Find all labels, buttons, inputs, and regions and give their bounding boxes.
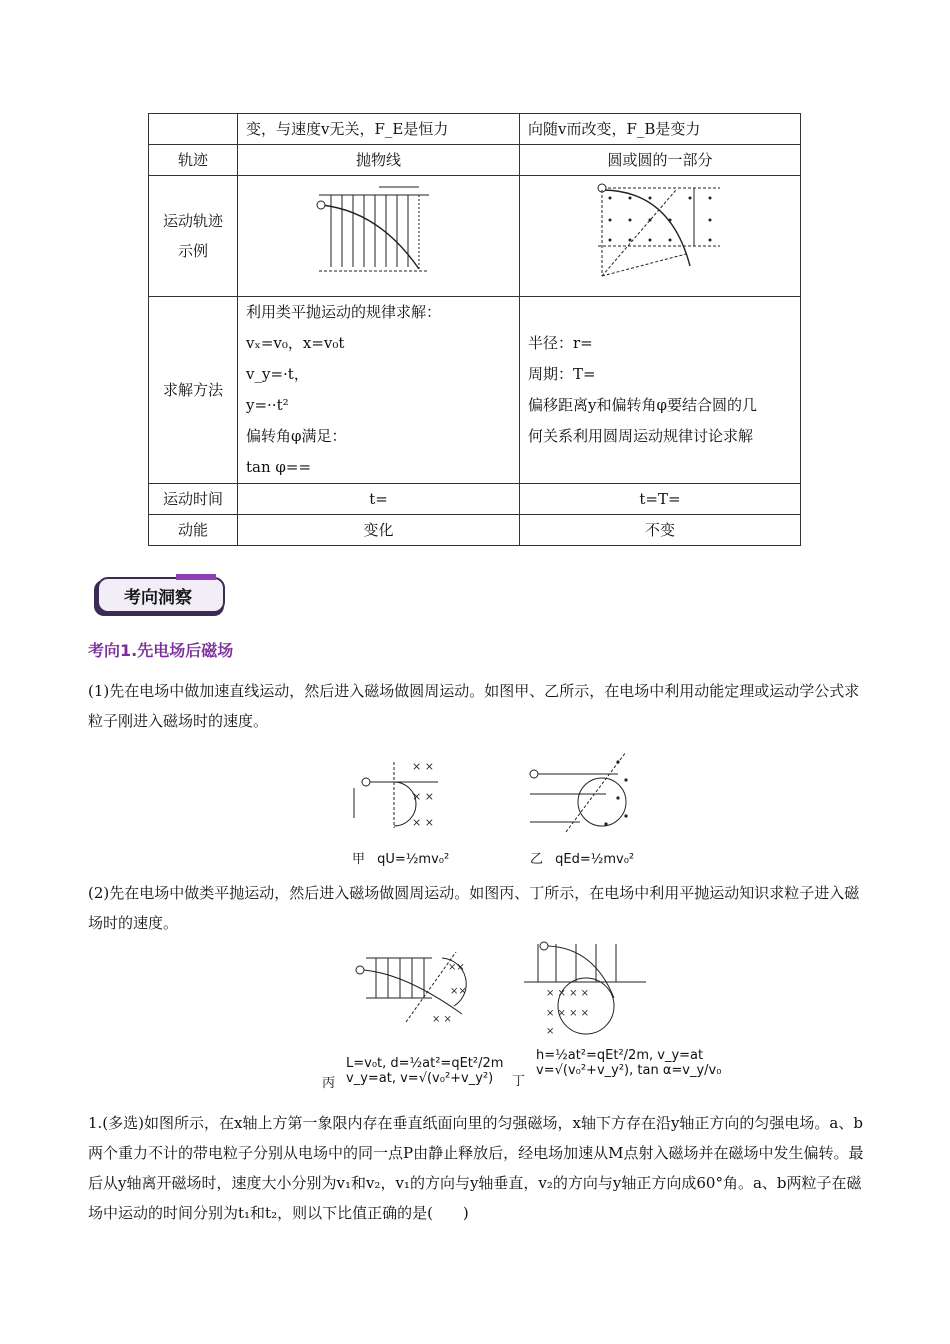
- table-cell-empty: [149, 114, 238, 145]
- figure-ding-formula2: v=√(v₀²+v_y²), tan α=v_y/v₀: [536, 1063, 722, 1078]
- figure-yi-caption: [530, 848, 634, 867]
- force-right: 向随v而改变，F_B是变力: [520, 114, 801, 145]
- example-label-line1: 运动轨迹: [162, 212, 223, 230]
- method-label: 求解方法: [149, 297, 238, 484]
- svg-text:××: ××: [448, 962, 465, 973]
- figure-bing: [346, 948, 476, 1034]
- svg-text:× ×: × ×: [432, 1014, 452, 1025]
- badge-label: 考向洞察: [124, 588, 192, 608]
- parabola-diagram: [309, 181, 449, 281]
- figure-yi-formula: qEd=½mv₀²: [555, 852, 635, 867]
- svg-text:× × × ×: × × × ×: [546, 988, 590, 999]
- figure-bing-name: 丙: [322, 1076, 336, 1091]
- figure-ding-caption: [512, 1048, 722, 1089]
- method-right-line: 何关系利用圆周运动规律讨论求解: [528, 427, 754, 445]
- svg-text:× ×: × ×: [412, 790, 434, 803]
- figure-ding-name: 丁: [512, 1074, 526, 1089]
- figure-ding-formula1: h=½at²=qEt²/2m, v_y=at: [536, 1048, 704, 1063]
- figure-bing-formula1: L=v₀t, d=½at²=qEt²/2m: [346, 1056, 504, 1071]
- figure-ding: [524, 940, 654, 1044]
- time-left: t=: [238, 484, 520, 515]
- method-right-line: 半径：r=: [528, 334, 593, 352]
- circle-diagram: [590, 176, 730, 286]
- figure-yi-name: 乙: [530, 852, 544, 867]
- figure-jia-caption: [352, 848, 449, 867]
- figure-bing-formula2: v_y=at, v=√(v₀²+v_y²): [346, 1071, 494, 1086]
- track-right: 圆或圆的一部分: [520, 145, 801, 176]
- method-left-line: 利用类平抛运动的规律求解：: [246, 303, 442, 321]
- energy-right: 不变: [520, 515, 801, 546]
- track-left: 抛物线: [238, 145, 520, 176]
- method-left-line: y=··t²: [246, 396, 289, 414]
- energy-left: 变化: [238, 515, 520, 546]
- paragraph-2: (2)先在电场中做类平抛运动，然后进入磁场做圆周运动。如图丙、丁所示，在电场中利用平抛运动知识求粒子进入磁场时的速度。: [88, 884, 860, 932]
- force-left: 变，与速度v无关，F_E是恒力: [238, 114, 520, 145]
- method-right-line: 偏移距离y和偏转角φ要结合圆的几: [528, 396, 757, 414]
- circle-diagram-cell: [520, 176, 801, 297]
- time-right: t=T=: [520, 484, 801, 515]
- svg-text:×: ×: [546, 1026, 555, 1037]
- section-badge: [92, 574, 230, 620]
- figure-jia-name: 甲: [352, 852, 366, 867]
- figure-jia: [338, 758, 468, 838]
- svg-text:× ×: × ×: [412, 760, 434, 773]
- example-label-line2: 示例: [177, 242, 208, 260]
- method-right: [520, 297, 801, 484]
- time-label: 运动时间: [149, 484, 238, 515]
- svg-text:× × × ×: × × × ×: [546, 1008, 590, 1019]
- paragraph-1: (1)先在电场中做加速直线运动，然后进入磁场做圆周运动。如图甲、乙所示，在电场中利用动能定理或运动学公式求粒子刚进入磁场时的速度。: [88, 682, 860, 730]
- energy-label: 动能: [149, 515, 238, 546]
- method-left-line: 偏转角φ满足：: [246, 427, 347, 445]
- track-label: 轨迹: [149, 145, 238, 176]
- method-left-line: vₓ=v₀，x=v₀t: [246, 334, 345, 352]
- section-title: 考向1.先电场后磁场: [88, 641, 234, 660]
- method-right-line: 周期：T=: [528, 365, 596, 383]
- method-left-line: v_y=·t，: [246, 365, 309, 383]
- svg-text:× ×: × ×: [412, 816, 434, 829]
- figure-jia-formula: qU=½mv₀²: [377, 852, 450, 867]
- example-label: [149, 176, 238, 297]
- parabola-diagram-cell: [238, 176, 520, 297]
- comparison-table: [148, 113, 801, 546]
- figure-bing-caption: [322, 1056, 504, 1091]
- svg-text:××: ××: [450, 986, 467, 997]
- question-1: 1.(多选)如图所示，在x轴上方第一象限内存在垂直纸面向里的匀强磁场，x轴下方存在沿y轴正方向的匀强电场。a、b两个重力不计的带电粒子分别从电场中的同一点P由静止释放后，经电场加速从M点射入磁场并在磁场中发生偏转。最后从y轴离开磁场时，速度大小分别为v₁和v₂，v₁的方向与y轴垂直，v₂的方向与y轴正方向成60°角。a、b两粒子在磁场中运动的时间分别为t₁和t₂，则以下比值正确的是( ): [88, 1114, 864, 1222]
- method-left-line: tan φ==: [246, 458, 312, 476]
- method-left: [238, 297, 520, 484]
- figure-yi: [526, 748, 646, 838]
